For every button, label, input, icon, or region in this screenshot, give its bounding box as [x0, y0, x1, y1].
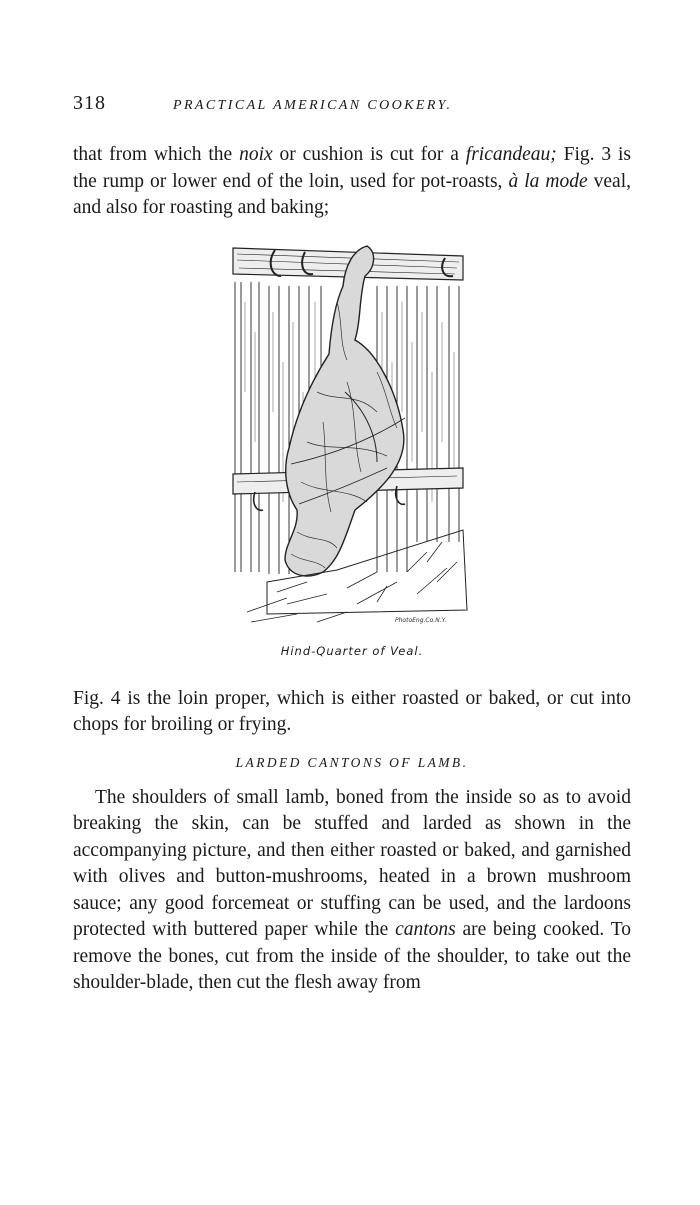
para1-noix: noix — [239, 144, 273, 165]
engraver-mark: PhotoEng.Co.N.Y. — [395, 616, 447, 624]
para1-text-3: Fig. 3 is the rump or lower end of the loin, used for pot-roasts, — [73, 144, 631, 192]
page-number: 318 — [73, 92, 106, 114]
paragraph-rump-loin — [73, 142, 631, 222]
running-head — [73, 92, 631, 132]
para1-text-2: or cushion is cut for a — [272, 144, 466, 165]
para3-text-2: are being cooked. To remove the bones, cut from the inside of the shoulder, to take out the shoulder-blade, then cut the flesh away from — [73, 919, 631, 993]
para1-fricandeau: fricandeau; — [465, 144, 557, 165]
para3-cantons: cantons — [395, 919, 456, 940]
figure-hind-quarter-of-veal — [227, 242, 477, 640]
section-heading: LARDED CANTONS OF LAMB. — [235, 754, 469, 770]
figure-caption: Hind-Quarter of Veal. — [280, 643, 424, 658]
paragraph-larded-cantons — [73, 785, 631, 997]
para1-text-4: veal, and also for roasting and baking; — [73, 170, 632, 218]
veal-engraving-illustration — [227, 242, 477, 640]
para1-a-la-mode: à la mode — [508, 170, 588, 192]
running-title: PRACTICAL AMERICAN COOKERY. — [173, 98, 453, 113]
para1-text-1: that from which the — [73, 144, 240, 165]
para3-text-1: The shoulders of small lamb, boned from the inside so as to avoid breaking the skin, can be stuffed and larded as shown in the accompanying picture, and then either roasted or baked, and garnished with olives and button-mushrooms, heated in a brown mushroom sauce; any good forcemeat or stuffing can be used, and the lardoons protected with buttered paper while the — [73, 786, 631, 940]
paragraph-loin-proper: Fig. 4 is the loin proper, which is either roasted or baked, or cut into chops for broiling or frying. — [73, 687, 631, 735]
book-page — [73, 92, 631, 997]
